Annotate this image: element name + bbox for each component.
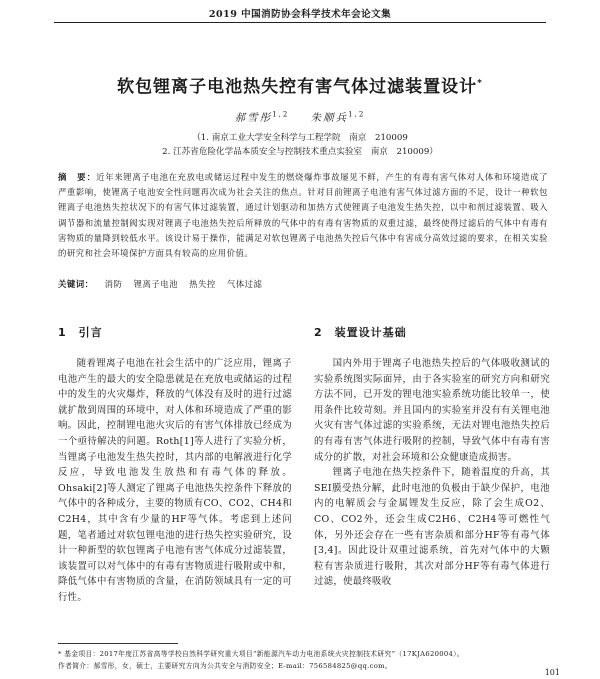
- keyword: 气体过滤: [226, 279, 263, 289]
- left-column: [58, 356, 292, 606]
- abstract: [58, 170, 548, 261]
- section-title: 引言: [78, 326, 103, 339]
- body-paragraph: 锂离子电池在热失控条件下，随着温度的升高，其SEI膜受热分解，此时电池的负极由于缺少保护，电池内的电解质会与金属锂发生反应，除了会生成O2、CO、CO2外，还会生成C2H6、C2H4等可燃性气体，另外还会存在一些有害杂质和部分HF等有毒气体[3,4]。因此设计双重过滤系统，首先对气体中的大颗粒有害杂质进行吸附，其次对部分HF等有毒气体进行过滤，使最终吸收: [314, 467, 550, 588]
- paper-title: [40, 72, 560, 97]
- abstract-text: 近年来锂离子电池在充放电或储运过程中发生的燃烧爆炸事故屡见不鲜，产生的有毒有害气体对人体和环境造成了严重影响，使锂离子电池安全性问题再次成为社会关注的焦点。针对目前锂离子电池有害气体过滤方面的不足，设计一种软包锂离子电池热失控状况下的有害气体过滤装置，通过计划驱动和加热方式使锂离子电池发生热失控，以中和剂过滤装置、吸入调节器和流量控制阀实现对锂离子电池热失控后所释放的气体中的有毒有害物质的双重过滤，最终使得过滤后的气体中有毒有害物质的量降到较低水平。该设计易于操作，能满足对软包锂离子电池热失控后气体中有害成分高效过滤的要求，在相关实验的研究和社会环境保护方面具有较高的应用价值。: [58, 172, 549, 259]
- title-footnote-mark: *: [477, 78, 483, 89]
- right-column: [314, 356, 550, 590]
- section-number: 1: [58, 326, 67, 339]
- header-rule: [54, 22, 546, 23]
- keywords: [58, 278, 548, 290]
- section-heading-intro: [58, 324, 103, 340]
- section-title: 装置设计基础: [334, 326, 407, 339]
- affiliation-2: 2. 江苏省危险化学品本质安全与控制技术重点实验室 南京 210009）: [162, 147, 438, 157]
- author-affil-mark: 1,2: [272, 110, 290, 119]
- footnote-author: 作者简介：郝雪彤，女，硕士，主要研究方向为公共安全与消防安全；E-mail：756584825@qq.com。: [58, 662, 392, 670]
- body-paragraph: 国内外用于锂离子电池热失控后的气体吸收测试的实验系统图实际面异，由于各实验室的研究方向和研究方法不同，已开发的锂电池实验系统功能比较单一，使用条件比较苛刻。并且国内的实验室并没有有关锂电池火灾有害气体过滤的实验系统，无法对锂电池热失控后的有毒有害气体进行吸附的控制，导致气体中有毒有害成分的扩散，对社会环境和公众健康造成损害。: [314, 358, 550, 463]
- affiliation-1: （1. 南京工业大学安全科学与工程学院 南京 210009: [192, 133, 408, 143]
- body-paragraph: 随着锂离子电池在社会生活中的广泛应用，锂离子电池产生的最大的安全隐患就是在充放电或储运的过程中的发生的火灾爆炸，释放的气体没有及时的进行过滤就扩散到周围的环境中，对人体和环境造成了严重的影响。因此，控制锂电池火灾后的有害气体排放已经成为一个亟待解决的问题。Roth[1]等人进行了实验分析，当锂离子电池发生热失控时，其内部的电解液进行化学反应，导致电池发生放热和有毒气体的释放。Ohsaki[2]等人测定了锂离子电池热失控条件下释放的气体中的各种成分，主要的物质有CO、CO2、CH4和C2H4，其中含有少量的HF等气体。考虑到上述问题，笔者通过对软包锂电池的进行热失控实验研究，设计一种新型的软包锂离子电池有害气体成分过滤装置，该装置可以对气体中的有毒有害物质进行吸附或中和，降低气体中有害物质的含量，在消防领域具有一定的可行性。: [58, 358, 292, 603]
- author-affil-mark: 1,2: [348, 110, 366, 119]
- author-name: 朱顺兵: [310, 112, 349, 124]
- footnote-rule: [58, 643, 178, 644]
- keyword: 锂离子电池: [133, 279, 178, 289]
- keywords-label: 关键词：: [58, 279, 94, 289]
- footnote-funding: * 基金项目：2017年度江苏省高等学校自然科学研究重大项目“新能源汽车动力电池系统火灾控制技术研究”（17KJA620004）。: [58, 650, 464, 658]
- running-header: 2019 中国消防协会科学技术年会论文集: [208, 9, 392, 20]
- keyword: 消防: [104, 279, 123, 289]
- section-number: 2: [314, 326, 323, 339]
- author-name: 郝雪彤: [234, 112, 273, 124]
- title-text: 软包锂离子电池热失控有害气体过滤装置设计: [117, 77, 478, 97]
- abstract-label: 摘 要：: [58, 172, 97, 182]
- section-heading-design: [314, 324, 407, 340]
- page-number: 101: [544, 668, 560, 677]
- keyword: 热失控: [189, 279, 216, 289]
- author-line: [0, 110, 600, 125]
